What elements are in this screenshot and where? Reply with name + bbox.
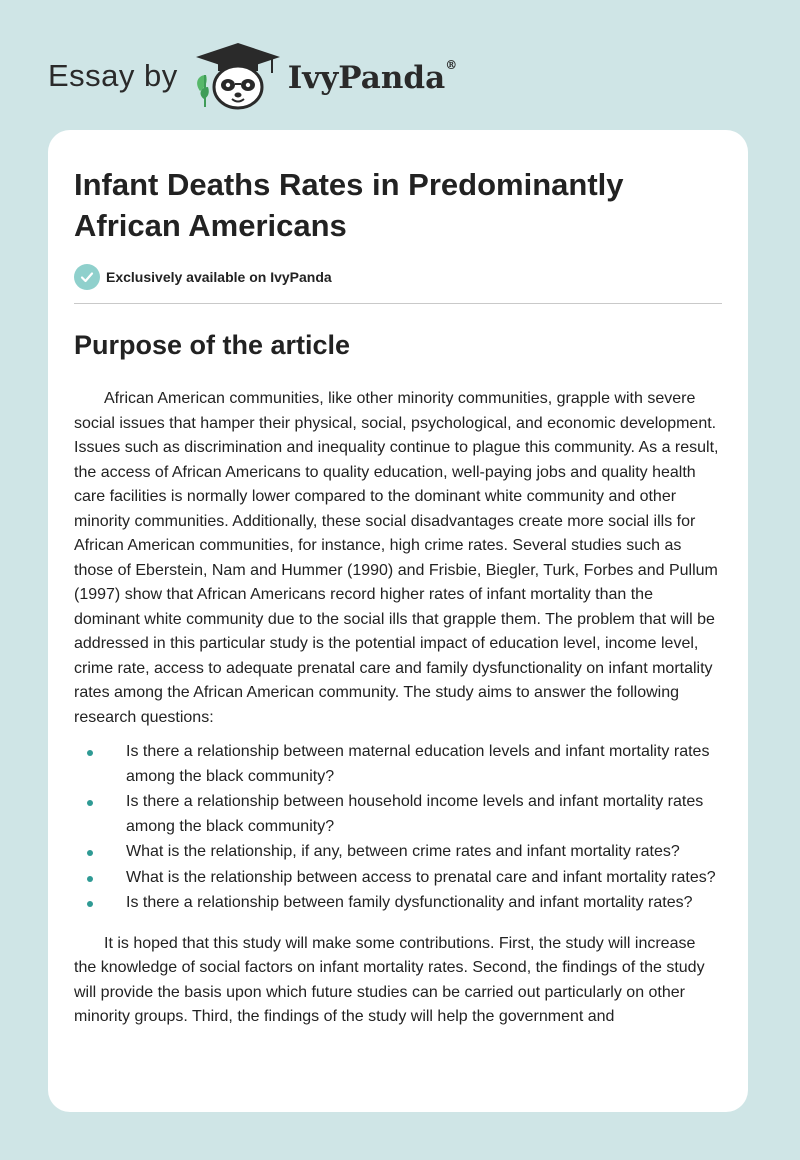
list-item-text: Is there a relationship between family dysfunctionality and infant mortality rates? — [126, 894, 693, 911]
list-item — [74, 866, 722, 891]
brand-text: IvyPanda — [287, 60, 446, 96]
bullet-icon — [87, 850, 93, 856]
list-item — [74, 790, 722, 839]
divider — [74, 303, 722, 304]
list-item-text: Is there a relationship between maternal education levels and infant mortality rates among the black community? — [126, 743, 710, 785]
bullet-icon — [87, 800, 93, 806]
list-item-text: What is the relationship, if any, between crime rates and infant mortality rates? — [126, 843, 680, 860]
research-questions-list — [74, 740, 722, 916]
list-item — [74, 891, 722, 916]
bullet-icon — [87, 901, 93, 907]
bullet-icon — [87, 876, 93, 882]
essay-by-label: Essay by — [48, 58, 178, 93]
section-heading: Purpose of the article — [74, 330, 351, 360]
registered-mark: ® — [445, 58, 458, 72]
list-item — [74, 740, 722, 789]
exclusive-badge — [74, 264, 722, 290]
list-item — [74, 840, 722, 865]
paragraph-2: It is hoped that this study will make some contributions. First, the study will increase the knowledge of social factors on infant mortality rates. Second, the findings of the study will provide the basis upon which future studies can be carried out particularly on other minority groups. Third, the findings of the study will help the government and — [74, 934, 705, 1025]
paragraph-1: African American communities, like other minority communities, grapple with severe social issues that hamper their physical, social, psychological, and economic development. Issues such as discrimination and inequality continue to plague this community. As a result, the access of African Americans to quality education, well-paying jobs and quality health care facilities is normally lower compared to the dominant white community and other minority communities. Additionally, these social disadvantages create more social ills for African American communities, for instance, high crime rates. Several studies such as those of Eberstein, Nam and Hummer (1990) and Frisbie, Biegler, Turk, Forbes and Pullum (1997) show that African Americans record higher rates of infant mortality than the dominant white community due to the social ills that grapple them. The problem that will be addressed in this particular study is the potential impact of education level, income level, crime rate, access to adequate prenatal care and family dysfunctionality on infant mortality rates among the African American community. The study aims to answer the following research questions: — [74, 390, 719, 726]
badge-text: Exclusively available on IvyPanda — [106, 269, 332, 285]
site-header — [48, 36, 457, 116]
panda-logo-icon[interactable] — [192, 41, 284, 111]
article-card — [48, 130, 748, 1112]
brand-name[interactable] — [288, 60, 457, 96]
list-item-text: Is there a relationship between household income levels and infant mortality rates among the black community? — [126, 793, 704, 835]
page-title: Infant Deaths Rates in Predominantly African Americans — [74, 167, 624, 243]
list-item-text: What is the relationship between access to prenatal care and infant mortality rates? — [126, 868, 716, 886]
check-icon — [74, 264, 100, 290]
bullet-icon — [87, 750, 93, 756]
